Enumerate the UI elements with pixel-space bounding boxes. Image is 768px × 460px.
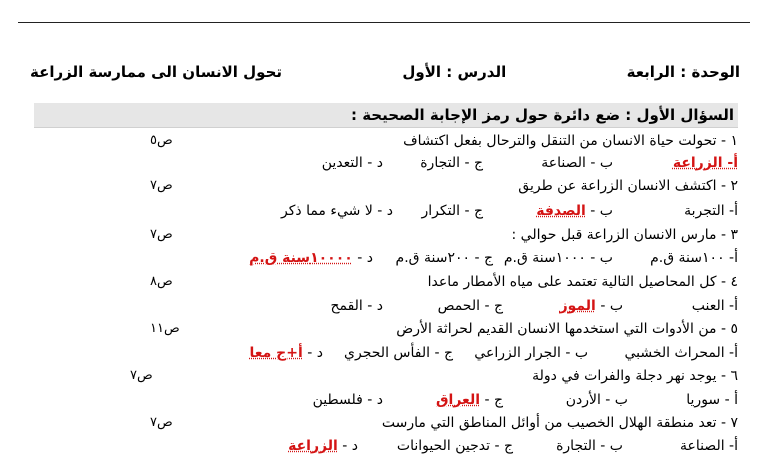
options-1 (20, 152, 738, 174)
page-ref: ص٥ (150, 133, 173, 148)
option-b[interactable]: ب - الصدفة (536, 203, 613, 219)
option-c[interactable]: ج - الفأس الحجري (344, 345, 453, 361)
page-ref: ص٧ (130, 368, 153, 383)
top-divider (18, 22, 750, 23)
option-d[interactable]: د - ١٠٠٠٠سنة ق.م (249, 250, 373, 266)
option-d[interactable]: د - فلسطين (312, 392, 383, 408)
option-a[interactable]: أ- ١٠٠سنة ق.م (650, 250, 738, 266)
correct-answer: الصدفة (536, 203, 586, 219)
correct-answer: العراق (436, 392, 480, 408)
correct-answer: ١٠٠٠٠سنة ق.م (249, 250, 353, 266)
question-text: ٧ - تعد منطقة الهلال الخصيب من أوائل المناطق التي مارست (381, 415, 738, 431)
options-2 (20, 200, 738, 222)
options-5 (20, 342, 738, 364)
option-d[interactable]: د - القمح (330, 298, 383, 314)
options-7 (20, 435, 738, 457)
correct-answer: الزراعة (288, 438, 338, 454)
page-ref: ص١١ (150, 321, 180, 336)
worksheet-header (30, 58, 740, 86)
question-text: ٣ - مارس الانسان الزراعة قبل حوالي : (511, 227, 738, 243)
question-text: ٤ - كل المحاصيل التالية تعتمد على مياه الأمطار ماعدا (427, 274, 738, 290)
option-a[interactable]: أ- المحراث الخشبي (624, 345, 738, 361)
option-d[interactable]: د - التعدين (321, 155, 383, 171)
option-c[interactable]: ج - ٢٠٠سنة ق.م (395, 250, 493, 266)
page-ref: ص٧ (150, 178, 173, 193)
option-d[interactable]: د - الزراعة (288, 438, 358, 454)
question-1 (20, 130, 738, 152)
option-b[interactable]: ب - التجارة (556, 438, 623, 454)
question-3 (20, 224, 738, 246)
option-a[interactable]: أ - سوريا (686, 392, 738, 408)
option-c[interactable]: ج - التجارة (420, 155, 483, 171)
option-b[interactable]: ب - ١٠٠٠سنة ق.م (503, 250, 613, 266)
question-text: ٥ - من الأدوات التي استخدمها الانسان القديم لحراثة الأرض (396, 321, 738, 337)
options-3 (20, 247, 738, 269)
option-c[interactable]: ج - التكرار (421, 203, 483, 219)
page-ref: ص٧ (150, 415, 173, 430)
question-2 (20, 175, 738, 197)
page-ref: ص٧ (150, 227, 173, 242)
option-a[interactable]: أ- العنب (691, 298, 738, 314)
option-c[interactable]: ج - العراق (436, 392, 503, 408)
question-7 (20, 412, 738, 434)
options-4 (20, 295, 738, 317)
section-title: السؤال الأول : ضع دائرة حول رمز الإجابة الصحيحة : (34, 103, 738, 128)
option-a[interactable]: أ- الزراعة (672, 155, 738, 171)
option-b[interactable]: ب - الصناعة (541, 155, 613, 171)
option-a[interactable]: أ- التجربة (684, 203, 738, 219)
question-5 (20, 318, 738, 340)
option-b[interactable]: ب - الموز (559, 298, 623, 314)
question-text: ٦ - يوجد نهر دجلة والفرات في دولة (532, 368, 738, 384)
lesson-label: الدرس : الأول (402, 63, 507, 81)
correct-answer: أ+ج معا (249, 345, 303, 361)
option-b[interactable]: ب - الأردن (565, 392, 628, 408)
option-c[interactable]: ج - الحمص (437, 298, 503, 314)
question-text: ١ - تحولت حياة الانسان من التنقل والترحال بفعل اكتشاف (403, 133, 738, 149)
option-a[interactable]: أ- الصناعة (679, 438, 738, 454)
topic-label: تحول الانسان الى ممارسة الزراعة (30, 63, 283, 81)
question-4 (20, 271, 738, 293)
option-d[interactable]: د - لا شيء مما ذكر (281, 203, 393, 219)
unit-label: الوحدة : الرابعة (626, 63, 740, 81)
correct-answer: الموز (559, 298, 596, 314)
option-d[interactable]: د - أ+ج معا (249, 345, 323, 361)
page-ref: ص٨ (150, 274, 173, 289)
option-b[interactable]: ب - الجرار الزراعي (474, 345, 588, 361)
question-6 (20, 365, 738, 387)
option-c[interactable]: ج - تدجين الحيوانات (396, 438, 513, 454)
question-text: ٢ - اكتشف الانسان الزراعة عن طريق (518, 178, 738, 194)
options-6 (20, 389, 738, 411)
